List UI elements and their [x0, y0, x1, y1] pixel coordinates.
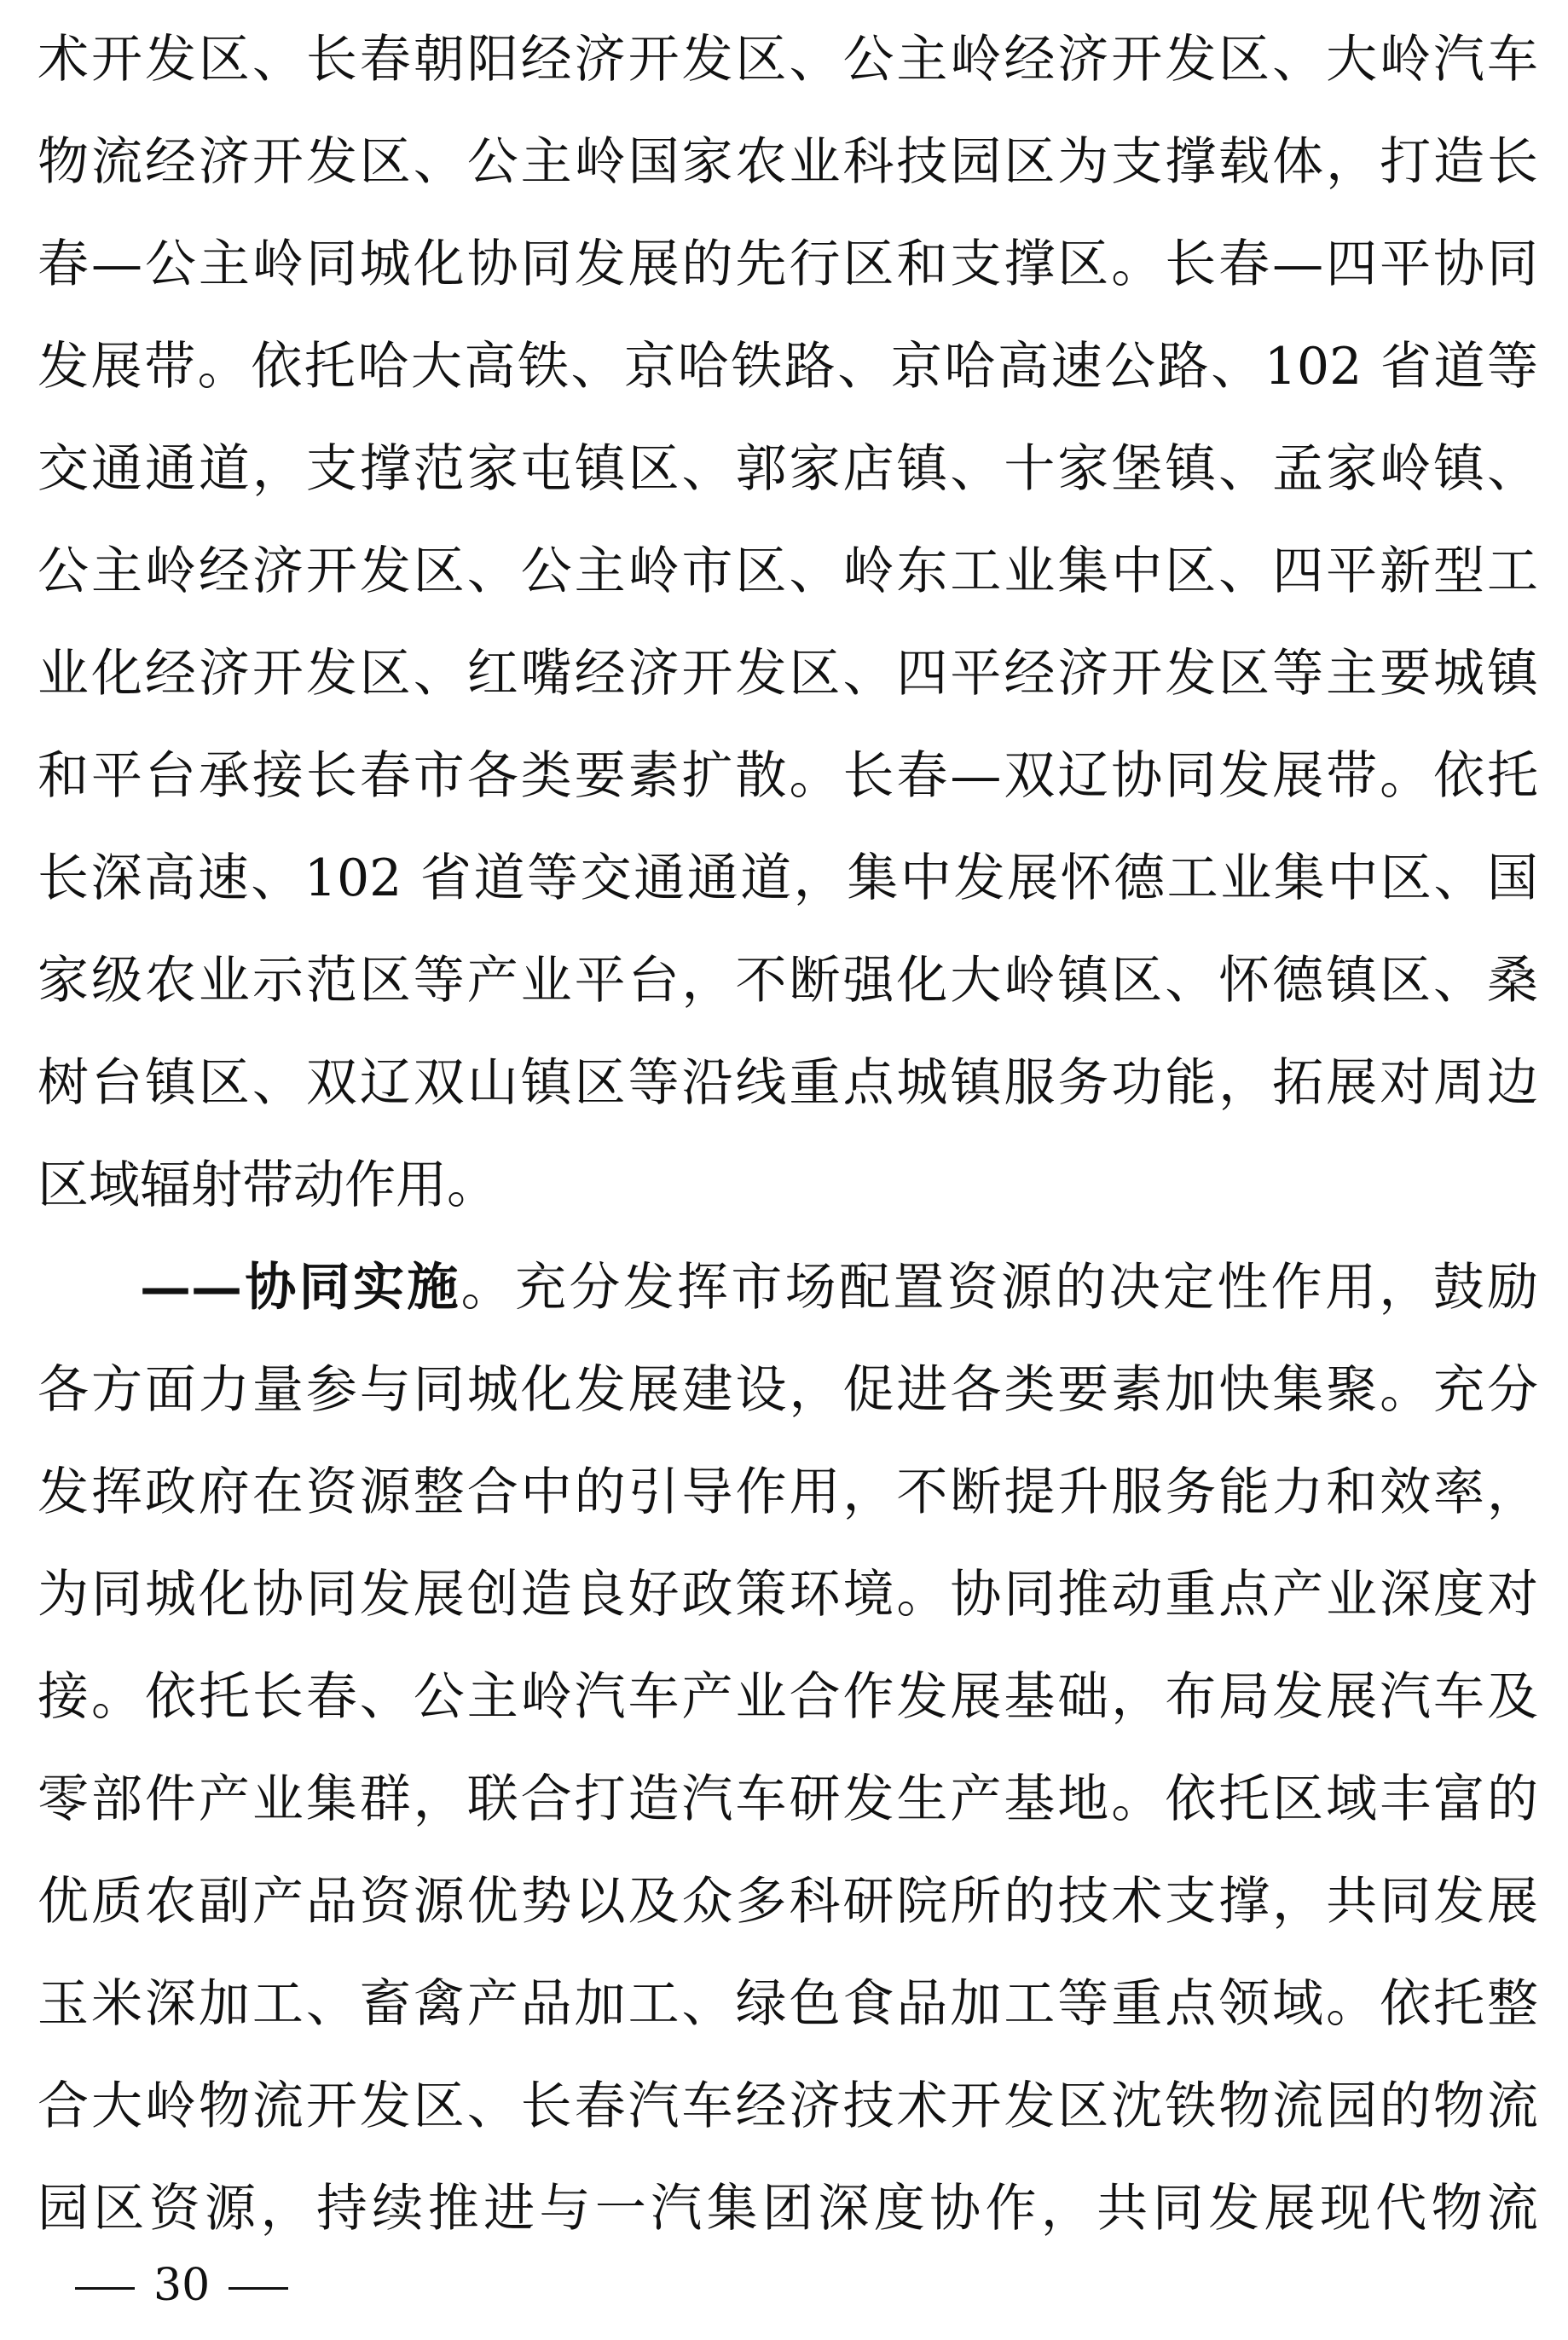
- text-line: 业化经济开发区、红嘴经济开发区、四平经济开发区等主要城镇: [38, 644, 1538, 704]
- text-line: 发展带。依托哈大高铁、京哈铁路、京哈高速公路、102 省道等: [38, 337, 1538, 397]
- text-line: 公主岭经济开发区、公主岭市区、岭东工业集中区、四平新型工: [38, 542, 1538, 601]
- text-line: 合大岭物流开发区、长春汽车经济技术开发区沈铁物流园的物流: [38, 2076, 1538, 2136]
- dash-left: [75, 2287, 135, 2290]
- dash-right: [229, 2287, 288, 2290]
- text-line: 长深高速、102 省道等交通通道，集中发展怀德工业集中区、国: [38, 849, 1538, 908]
- text-line: 物流经济开发区、公主岭国家农业科技园区为支撑载体，打造长: [38, 132, 1538, 192]
- text-run: 。充分发挥市场配置资源的决定性作用，鼓励: [460, 1258, 1539, 1318]
- text-line: 树台镇区、双辽双山镇区等沿线重点城镇服务功能，拓展对周边: [38, 1053, 1538, 1113]
- text-line: 交通通道，支撑范家屯镇区、郭家店镇、十家堡镇、孟家岭镇、: [38, 439, 1538, 499]
- text-line: 区域辐射带动作用。: [38, 1156, 498, 1215]
- page-number: 30: [153, 2260, 211, 2311]
- text-line: 为同城化协同发展创造良好政策环境。协同推动重点产业深度对: [38, 1565, 1538, 1625]
- text-line: 家级农业示范区等产业平台，不断强化大岭镇区、怀德镇区、桑: [38, 951, 1538, 1011]
- text-line: 发挥政府在资源整合中的引导作用，不断提升服务能力和效率，: [38, 1462, 1538, 1522]
- text-line: 玉米深加工、畜禽产品加工、绿色食品加工等重点领域。依托整: [38, 1974, 1538, 2034]
- text-line: 各方面力量参与同城化发展建设，促进各类要素加快集聚。充分: [38, 1360, 1538, 1420]
- text-line: 和平台承接长春市各类要素扩散。长春—双辽协同发展带。依托: [38, 746, 1538, 806]
- page-footer: [56, 2260, 307, 2311]
- text-line: 术开发区、长春朝阳经济开发区、公主岭经济开发区、大岭汽车: [38, 30, 1538, 90]
- text-line: 接。依托长春、公主岭汽车产业合作发展基础，布局发展汽车及: [38, 1667, 1538, 1727]
- paragraph-first-line: [140, 1237, 1538, 1339]
- text-line: 零部件产业集群，联合打造汽车研发生产基地。依托区域丰富的: [38, 1769, 1538, 1829]
- text-line: 优质农副产品资源优势以及众多科研院所的技术支撑，共同发展: [38, 1872, 1538, 1932]
- text-line: 春—公主岭同城化协同发展的先行区和支撑区。长春—四平协同: [38, 235, 1538, 294]
- text-line: 园区资源，持续推进与一汽集团深度协作，共同发展现代物流: [38, 2179, 1538, 2239]
- section-heading: ——协同实施: [140, 1258, 461, 1318]
